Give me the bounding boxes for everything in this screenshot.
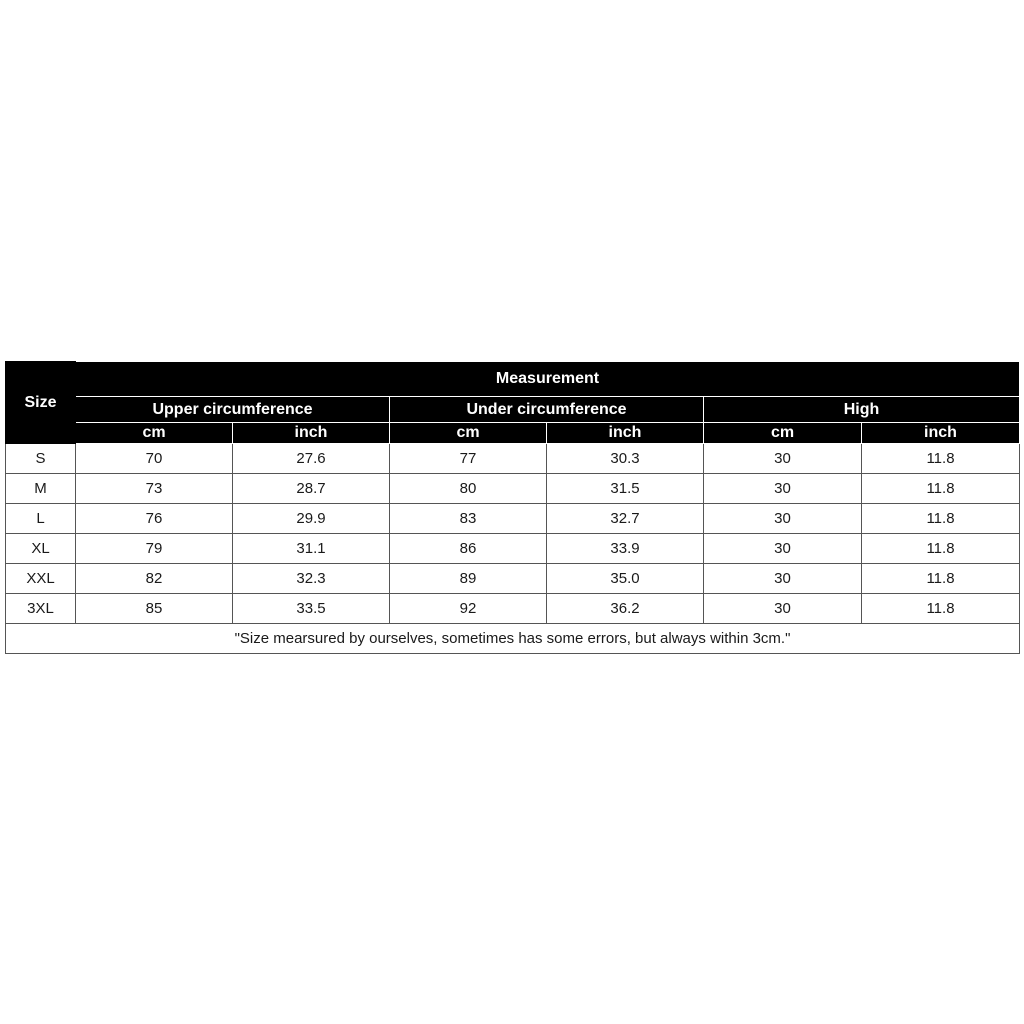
unit-header-row bbox=[6, 423, 1020, 444]
measurement-header-row bbox=[6, 362, 1020, 397]
value-cell: 89 bbox=[390, 564, 547, 594]
table-row bbox=[6, 474, 1020, 504]
unit-header: inch bbox=[233, 423, 390, 444]
value-cell: 30 bbox=[704, 504, 862, 534]
measurement-note: "Size mearsured by ourselves, sometimes has some errors, but always within 3cm." bbox=[6, 624, 1020, 654]
size-cell: L bbox=[6, 504, 76, 534]
size-cell: XXL bbox=[6, 564, 76, 594]
size-cell: S bbox=[6, 444, 76, 474]
value-cell: 35.0 bbox=[547, 564, 704, 594]
value-cell: 83 bbox=[390, 504, 547, 534]
value-cell: 82 bbox=[76, 564, 233, 594]
table-row bbox=[6, 444, 1020, 474]
size-cell: M bbox=[6, 474, 76, 504]
value-cell: 30 bbox=[704, 444, 862, 474]
table-row bbox=[6, 564, 1020, 594]
table-row bbox=[6, 594, 1020, 624]
value-cell: 86 bbox=[390, 534, 547, 564]
size-cell: XL bbox=[6, 534, 76, 564]
value-cell: 32.7 bbox=[547, 504, 704, 534]
value-cell: 30 bbox=[704, 474, 862, 504]
value-cell: 27.6 bbox=[233, 444, 390, 474]
value-cell: 73 bbox=[76, 474, 233, 504]
value-cell: 33.9 bbox=[547, 534, 704, 564]
value-cell: 31.5 bbox=[547, 474, 704, 504]
unit-header: cm bbox=[704, 423, 862, 444]
unit-header: cm bbox=[390, 423, 547, 444]
value-cell: 33.5 bbox=[233, 594, 390, 624]
unit-header: inch bbox=[862, 423, 1020, 444]
value-cell: 11.8 bbox=[862, 534, 1020, 564]
value-cell: 11.8 bbox=[862, 594, 1020, 624]
value-cell: 30 bbox=[704, 594, 862, 624]
value-cell: 11.8 bbox=[862, 564, 1020, 594]
size-column-header: Size bbox=[6, 362, 76, 444]
value-cell: 11.8 bbox=[862, 474, 1020, 504]
measurement-header: Measurement bbox=[76, 362, 1020, 397]
unit-header: cm bbox=[76, 423, 233, 444]
value-cell: 70 bbox=[76, 444, 233, 474]
group-header-under-circumference: Under circumference bbox=[390, 397, 704, 423]
value-cell: 77 bbox=[390, 444, 547, 474]
value-cell: 28.7 bbox=[233, 474, 390, 504]
value-cell: 11.8 bbox=[862, 504, 1020, 534]
unit-header: inch bbox=[547, 423, 704, 444]
group-header-row bbox=[6, 397, 1020, 423]
table-row bbox=[6, 504, 1020, 534]
value-cell: 30 bbox=[704, 534, 862, 564]
value-cell: 30 bbox=[704, 564, 862, 594]
value-cell: 79 bbox=[76, 534, 233, 564]
value-cell: 29.9 bbox=[233, 504, 390, 534]
group-header-upper-circumference: Upper circumference bbox=[76, 397, 390, 423]
value-cell: 30.3 bbox=[547, 444, 704, 474]
value-cell: 85 bbox=[76, 594, 233, 624]
table-row bbox=[6, 534, 1020, 564]
value-cell: 92 bbox=[390, 594, 547, 624]
value-cell: 80 bbox=[390, 474, 547, 504]
value-cell: 36.2 bbox=[547, 594, 704, 624]
group-header-high: High bbox=[704, 397, 1020, 423]
size-chart-table bbox=[5, 361, 1020, 654]
note-row bbox=[6, 624, 1020, 654]
value-cell: 31.1 bbox=[233, 534, 390, 564]
size-cell: 3XL bbox=[6, 594, 76, 624]
value-cell: 11.8 bbox=[862, 444, 1020, 474]
value-cell: 76 bbox=[76, 504, 233, 534]
value-cell: 32.3 bbox=[233, 564, 390, 594]
